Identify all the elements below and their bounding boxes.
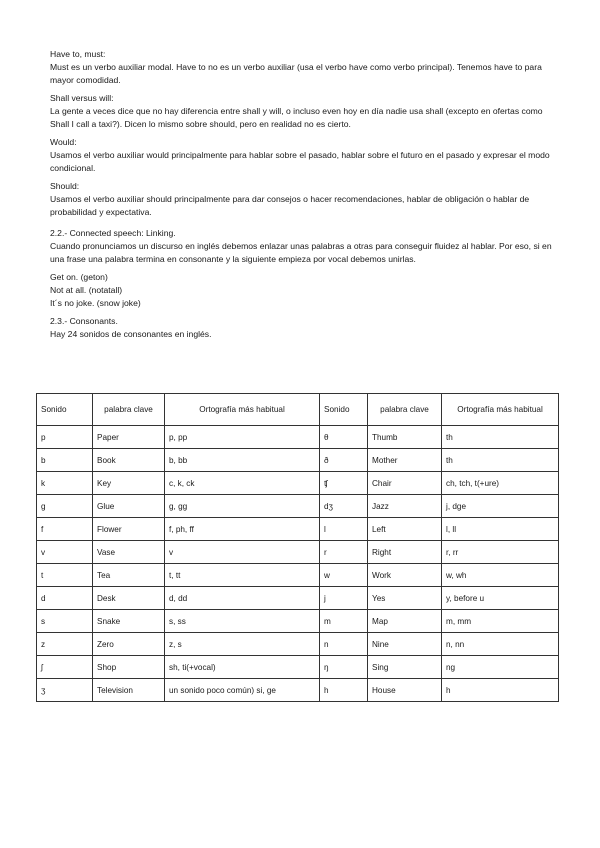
- spelling-cell: j, dge: [442, 495, 559, 518]
- section-body: Must es un verbo auxiliar modal. Have to no es un verbo auxiliar (usa el verbo have como verbo principal). Tenemos have to para mayor comodidad.: [50, 62, 542, 85]
- section-would: [50, 136, 562, 175]
- keyword-cell: Key: [93, 472, 165, 495]
- spelling-cell: s, ss: [165, 610, 320, 633]
- section-heading: 2.2.- Connected speech: Linking.: [50, 228, 176, 238]
- table-row: [37, 426, 559, 449]
- keyword-cell: Snake: [93, 610, 165, 633]
- sound-cell: v: [37, 541, 93, 564]
- sound-cell: dʒ: [320, 495, 368, 518]
- keyword-cell: Jazz: [368, 495, 442, 518]
- keyword-cell: Television: [93, 679, 165, 702]
- section-body: La gente a veces dice que no hay diferencia entre shall y will, o incluso even hoy en día nadie usa shall (excepto en ofertas como Shall I call a taxi?). Dicen lo mismo sobre should, pero en realidad no es cierto.: [50, 106, 543, 129]
- spelling-cell: l, ll: [442, 518, 559, 541]
- column-header: palabra clave: [93, 394, 165, 426]
- section-body: Usamos el verbo auxiliar would principalmente para hablar sobre el pasado, hablar sobre el futuro en el pasado y expresar el modo condicional.: [50, 150, 550, 173]
- section-heading: Shall versus will:: [50, 93, 114, 103]
- section-body: Usamos el verbo auxiliar should principalmente para dar consejos o hacer recomendaciones, hablar de obligación o hablar de probabilidad y expectativa.: [50, 194, 530, 217]
- spelling-cell: th: [442, 449, 559, 472]
- keyword-cell: Left: [368, 518, 442, 541]
- spelling-cell: p, pp: [165, 426, 320, 449]
- keyword-cell: Chair: [368, 472, 442, 495]
- spelling-cell: d, dd: [165, 587, 320, 610]
- table-row: [37, 495, 559, 518]
- sound-cell: ʒ: [37, 679, 93, 702]
- sound-cell: n: [320, 633, 368, 656]
- section-heading: 2.3.- Consonants.: [50, 316, 118, 326]
- keyword-cell: Tea: [93, 564, 165, 587]
- table-row: [37, 610, 559, 633]
- keyword-cell: Sing: [368, 656, 442, 679]
- keyword-cell: Paper: [93, 426, 165, 449]
- table-row: [37, 656, 559, 679]
- keyword-cell: House: [368, 679, 442, 702]
- example-line: Not at all. (notatall): [50, 285, 123, 295]
- spelling-cell: z, s: [165, 633, 320, 656]
- table-row: [37, 587, 559, 610]
- keyword-cell: Right: [368, 541, 442, 564]
- section-body: Cuando pronunciamos un discurso en inglés debemos enlazar unas palabras a otras para conseguir fluidez al hablar. Por eso, si en una frase una palabra termina en consonante y la siguiente empieza por vocal debemos unirlas.: [50, 241, 552, 264]
- spelling-cell: h: [442, 679, 559, 702]
- table-row: [37, 472, 559, 495]
- sound-cell: z: [37, 633, 93, 656]
- section-heading: Should:: [50, 181, 80, 191]
- keyword-cell: Desk: [93, 587, 165, 610]
- linking-examples: [50, 271, 562, 310]
- sound-cell: h: [320, 679, 368, 702]
- spelling-cell: c, k, ck: [165, 472, 320, 495]
- keyword-cell: Zero: [93, 633, 165, 656]
- spelling-cell: g, gg: [165, 495, 320, 518]
- sound-cell: b: [37, 449, 93, 472]
- section-consonants: [50, 315, 562, 341]
- sound-cell: ʃ: [37, 656, 93, 679]
- sound-cell: g: [37, 495, 93, 518]
- sound-cell: w: [320, 564, 368, 587]
- sound-cell: k: [37, 472, 93, 495]
- spelling-cell: w, wh: [442, 564, 559, 587]
- keyword-cell: Map: [368, 610, 442, 633]
- table-row: [37, 633, 559, 656]
- sound-cell: t: [37, 564, 93, 587]
- sound-cell: ŋ: [320, 656, 368, 679]
- column-header: Sonido: [320, 394, 368, 426]
- document-body: [50, 48, 562, 346]
- keyword-cell: Glue: [93, 495, 165, 518]
- keyword-cell: Nine: [368, 633, 442, 656]
- column-header: Ortografía más habitual: [442, 394, 559, 426]
- spelling-cell: v: [165, 541, 320, 564]
- section-shall-will: [50, 92, 562, 131]
- table-row: [37, 518, 559, 541]
- spelling-cell: b, bb: [165, 449, 320, 472]
- spelling-cell: r, rr: [442, 541, 559, 564]
- keyword-cell: Mother: [368, 449, 442, 472]
- spelling-cell: n, nn: [442, 633, 559, 656]
- keyword-cell: Thumb: [368, 426, 442, 449]
- sound-cell: ʧ: [320, 472, 368, 495]
- spelling-cell: t, tt: [165, 564, 320, 587]
- sound-cell: j: [320, 587, 368, 610]
- spelling-cell: th: [442, 426, 559, 449]
- spelling-cell: ch, tch, t(+ure): [442, 472, 559, 495]
- table-row: [37, 564, 559, 587]
- section-should: [50, 180, 562, 219]
- consonants-table: [36, 393, 559, 702]
- sound-cell: ð: [320, 449, 368, 472]
- sound-cell: l: [320, 518, 368, 541]
- table-row: [37, 679, 559, 702]
- sound-cell: θ: [320, 426, 368, 449]
- section-body: Hay 24 sonidos de consonantes en inglés.: [50, 329, 212, 339]
- sound-cell: p: [37, 426, 93, 449]
- spelling-cell: f, ph, ff: [165, 518, 320, 541]
- section-heading: Have to, must:: [50, 49, 106, 59]
- section-heading: Would:: [50, 137, 77, 147]
- sound-cell: m: [320, 610, 368, 633]
- table-row: [37, 541, 559, 564]
- keyword-cell: Work: [368, 564, 442, 587]
- example-line: Get on. (geton): [50, 272, 108, 282]
- column-header: palabra clave: [368, 394, 442, 426]
- section-connected-speech: [50, 227, 562, 266]
- column-header: Ortografía más habitual: [165, 394, 320, 426]
- keyword-cell: Shop: [93, 656, 165, 679]
- table-row: [37, 449, 559, 472]
- column-header: Sonido: [37, 394, 93, 426]
- spelling-cell: sh, ti(+vocal): [165, 656, 320, 679]
- keyword-cell: Vase: [93, 541, 165, 564]
- sound-cell: d: [37, 587, 93, 610]
- table-body: [37, 426, 559, 702]
- spelling-cell: ng: [442, 656, 559, 679]
- spelling-cell: m, mm: [442, 610, 559, 633]
- sound-cell: f: [37, 518, 93, 541]
- keyword-cell: Flower: [93, 518, 165, 541]
- keyword-cell: Book: [93, 449, 165, 472]
- spelling-cell: y, before u: [442, 587, 559, 610]
- example-line: It´s no joke. (snow joke): [50, 298, 141, 308]
- spelling-cell: un sonido poco común) si, ge: [165, 679, 320, 702]
- keyword-cell: Yes: [368, 587, 442, 610]
- section-have-to-must: [50, 48, 562, 87]
- sound-cell: s: [37, 610, 93, 633]
- table-header-row: [37, 394, 559, 426]
- sound-cell: r: [320, 541, 368, 564]
